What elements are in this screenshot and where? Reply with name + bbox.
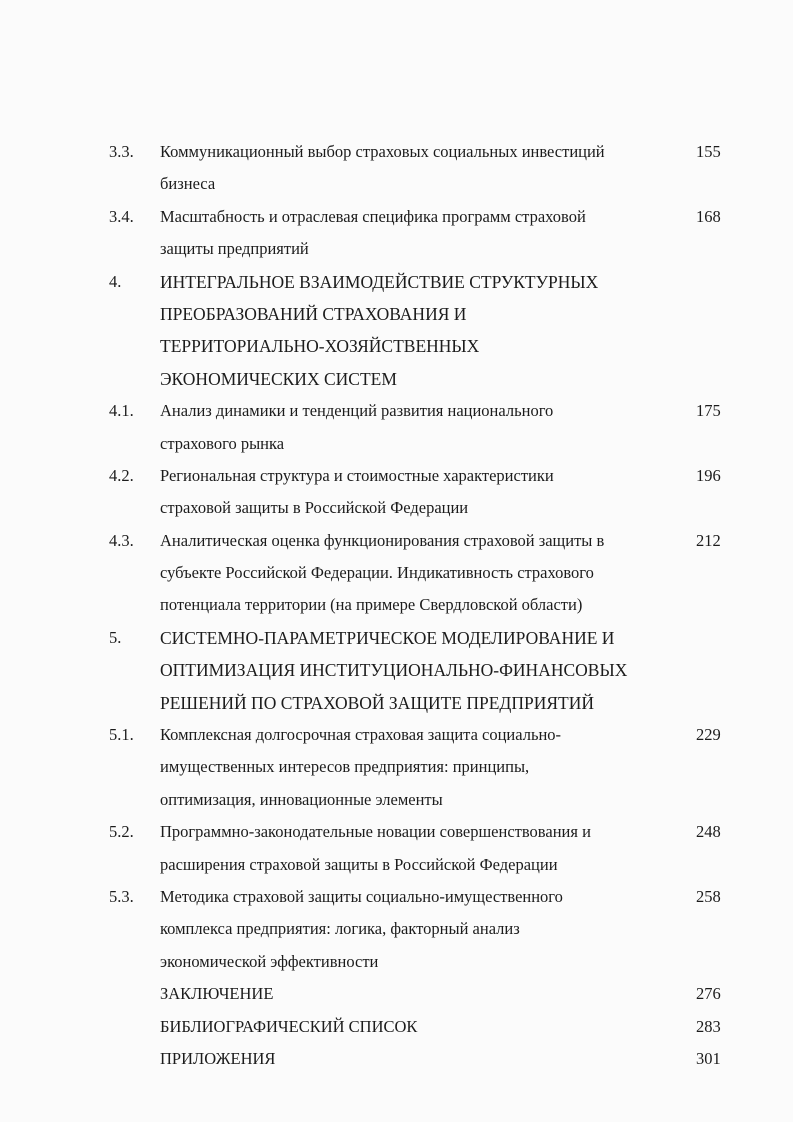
section-title-line: бизнеса xyxy=(160,174,216,194)
section-title-line: страхового рынка xyxy=(160,433,285,453)
section-number: 5.1. xyxy=(109,725,134,745)
section-number: 5.2. xyxy=(109,822,134,842)
toc-entry-4-3[interactable] xyxy=(0,525,793,622)
chapter-title-line: ТЕРРИТОРИАЛЬНО-ХОЗЯЙСТВЕННЫХ xyxy=(160,336,480,357)
section-number: 4.1. xyxy=(109,401,134,421)
chapter-title xyxy=(160,266,670,396)
chapter-title-line: ПРЕОБРАЗОВАНИЙ СТРАХОВАНИЯ И xyxy=(160,303,467,324)
section-title-line: Масштабность и отраслевая специфика программ страховой xyxy=(160,206,586,226)
section-title xyxy=(160,201,670,266)
toc-entry-4-2[interactable] xyxy=(0,460,793,525)
toc-entry-5-3[interactable] xyxy=(0,881,793,978)
toc-chapter-5[interactable] xyxy=(0,622,793,719)
section-title-line: ЗАКЛЮЧЕНИЕ xyxy=(160,984,274,1004)
section-number: 4.3. xyxy=(109,530,134,550)
section-title-line: Коммуникационный выбор страховых социальных инвестиций xyxy=(160,142,605,161)
page-number: 301 xyxy=(696,1048,721,1068)
chapter-number: 5. xyxy=(109,627,122,647)
toc-entry-bibliography[interactable] xyxy=(0,1011,793,1043)
section-title-line: Аналитическая оценка функционирования страховой защиты в xyxy=(160,530,605,550)
page-number: 276 xyxy=(696,984,721,1004)
chapter-title-line: ЭКОНОМИЧЕСКИХ СИСТЕМ xyxy=(160,368,397,389)
section-number: 4.2. xyxy=(109,465,134,485)
section-title-line: страховой защиты в Российской Федерации xyxy=(160,498,469,518)
toc-entry-3-4[interactable] xyxy=(0,201,793,266)
toc-entry-5-2[interactable] xyxy=(0,816,793,881)
chapter-title-line: ОПТИМИЗАЦИЯ ИНСТИТУЦИОНАЛЬНО-ФИНАНСОВЫХ xyxy=(160,660,628,681)
page-number: 248 xyxy=(696,822,721,842)
section-title-line: БИБЛИОГРАФИЧЕСКИЙ СПИСОК xyxy=(160,1016,418,1036)
page-number: 155 xyxy=(696,142,721,161)
toc-entry-4-1[interactable] xyxy=(0,395,793,460)
toc-entry-3-3[interactable] xyxy=(0,136,793,201)
section-title xyxy=(160,816,670,881)
page-number: 258 xyxy=(696,886,721,906)
chapter-title-line: ИНТЕГРАЛЬНОЕ ВЗАИМОДЕЙСТВИЕ СТРУКТУРНЫХ xyxy=(160,271,599,292)
section-title xyxy=(160,881,670,978)
section-title-line: Комплексная долгосрочная страховая защита социально- xyxy=(160,725,562,745)
toc-chapter-4[interactable] xyxy=(0,266,793,396)
section-title-line: Анализ динамики и тенденций развития национального xyxy=(160,401,554,421)
section-title xyxy=(160,525,670,622)
section-title-line: экономической эффективности xyxy=(160,951,379,971)
section-title-line: защиты предприятий xyxy=(160,239,309,259)
page-number: 212 xyxy=(696,530,721,550)
section-number: 3.4. xyxy=(109,206,134,226)
section-title xyxy=(160,978,670,1010)
chapter-title-line: РЕШЕНИЙ ПО СТРАХОВОЙ ЗАЩИТЕ ПРЕДПРИЯТИЙ xyxy=(160,692,595,713)
section-title-line: Программно-законодательные новации совершенствования и xyxy=(160,822,591,842)
section-title-line: оптимизация, инновационные элементы xyxy=(160,789,443,809)
page-number: 168 xyxy=(696,206,721,226)
section-title-line: Региональная структура и стоимостные характеристики xyxy=(160,465,554,485)
section-title-line: комплекса предприятия: логика, факторный анализ xyxy=(160,919,520,939)
section-title xyxy=(160,136,670,201)
page-number: 196 xyxy=(696,465,721,485)
section-title xyxy=(160,395,670,460)
page-number: 283 xyxy=(696,1016,721,1036)
chapter-title-line: СИСТЕМНО-ПАРАМЕТРИЧЕСКОЕ МОДЕЛИРОВАНИЕ И xyxy=(160,627,615,648)
chapter-number: 4. xyxy=(109,271,122,291)
chapter-title xyxy=(160,622,670,719)
page-number: 175 xyxy=(696,401,721,421)
toc-entry-appendices[interactable] xyxy=(0,1043,793,1075)
toc-entry-5-1[interactable] xyxy=(0,719,793,816)
section-number: 5.3. xyxy=(109,886,134,906)
section-number: 3.3. xyxy=(109,142,134,161)
page-number: 229 xyxy=(696,725,721,745)
section-title-line: Методика страховой защиты социально-имущественного xyxy=(160,886,563,906)
table-of-contents xyxy=(0,136,793,1075)
section-title-line: расширения страховой защиты в Российской Федерации xyxy=(160,854,558,874)
section-title-line: субъекте Российской Федерации. Индикативность страхового xyxy=(160,563,594,583)
section-title xyxy=(160,1043,670,1075)
section-title-line: потенциала территории (на примере Свердловской области) xyxy=(160,595,583,615)
section-title xyxy=(160,719,670,816)
section-title xyxy=(160,460,670,525)
toc-entry-conclusion[interactable] xyxy=(0,978,793,1010)
section-title-line: имущественных интересов предприятия: принципы, xyxy=(160,757,530,777)
section-title xyxy=(160,1011,670,1043)
section-title-line: ПРИЛОЖЕНИЯ xyxy=(160,1048,276,1068)
